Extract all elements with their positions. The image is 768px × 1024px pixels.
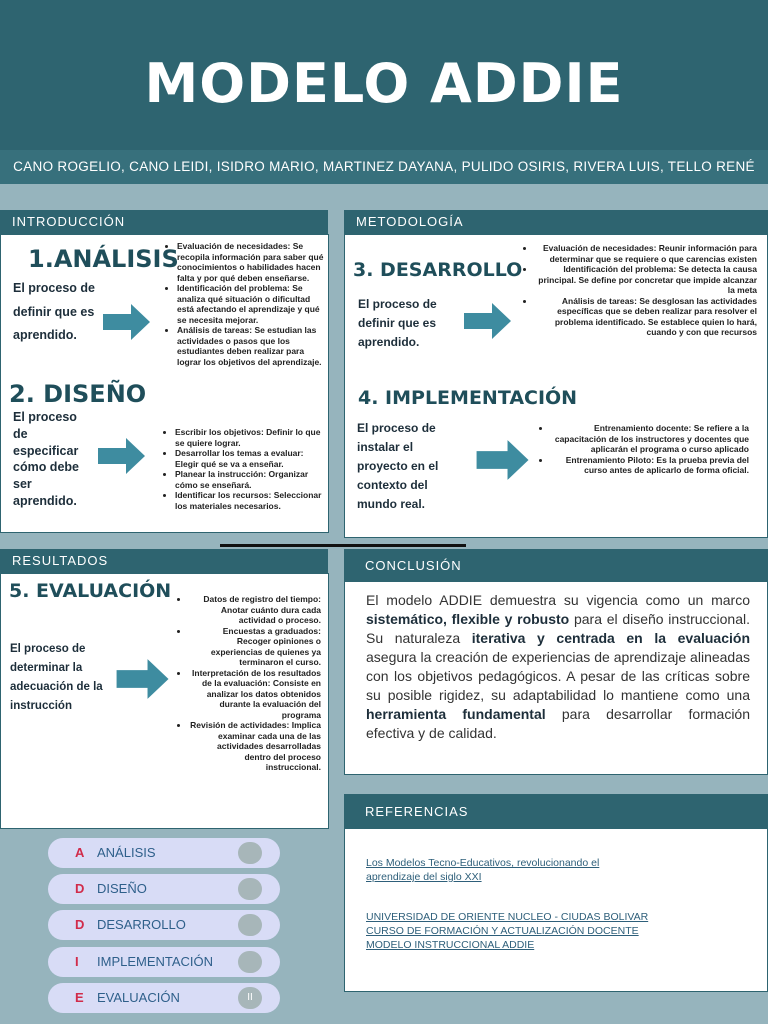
desarrollo-body: El proceso de definir que es aprendido. <box>358 297 437 349</box>
evaluacion-bullets <box>179 594 321 773</box>
list-item: • Análisis de tareas: Se estudian las actividades o pasos que los estudiantes deben realizar para lograr los objetivos del aprendizaje. <box>177 325 327 367</box>
list-item: • Interpretación de los resultados de la evaluación: Consiste en analizar los datos obtenidos durante la evaluación del programa <box>189 668 321 721</box>
evaluacion-title: 5. EVALUACIÓN <box>9 580 172 602</box>
analisis-title: 1.ANÁLISIS <box>28 245 179 273</box>
nav-circle <box>238 842 262 864</box>
diseno-body: El proceso de especificar cómo debe ser aprendido. <box>13 410 79 508</box>
implementacion-body: El proceso de instalar el proyecto en el contexto del mundo real. <box>357 421 439 511</box>
reference-line: MODELO INSTRUCCIONAL ADDIE <box>366 939 535 951</box>
reference-line: Los Modelos Tecno-Educativos, revolucionando el <box>366 857 600 869</box>
reference-link-1[interactable] <box>366 856 599 884</box>
metodologia-card <box>344 234 768 538</box>
implementacion-bullets <box>541 423 749 476</box>
reference-line: UNIVERSIDAD DE ORIENTE NUCLEO - CIUDAS BOLIVAR <box>366 911 649 923</box>
analisis-bullets <box>167 241 327 367</box>
list-item: • Evaluación de necesidades: Se recopila información para saber qué conocimientos o habilidades hacen falta y por qué deben enseñarse. <box>177 241 327 283</box>
nav-circle <box>238 951 262 973</box>
metodologia-bar: METODOLOGÍA <box>344 210 768 234</box>
diseno-bullets <box>165 427 325 511</box>
conclusion-card <box>344 549 768 775</box>
nav-letter: D <box>75 881 85 896</box>
diseno-title: 2. DISEÑO <box>9 380 147 408</box>
resultados-card <box>0 573 329 829</box>
list-item: • Entrenamiento Piloto: Es la prueba previa del curso antes de aplicarlo de forma oficial. <box>551 455 749 476</box>
nav-pill-diseno[interactable] <box>48 874 280 904</box>
implementacion-title: 4. IMPLEMENTACIÓN <box>358 387 578 409</box>
reference-line: CURSO DE FORMACIÓN Y ACTUALIZACIÓN DOCENTE <box>366 925 639 937</box>
list-item: • Encuestas a graduados: Recoger opiniones o experiencias de quienes ya terminaron el curso. <box>189 626 321 668</box>
nav-letter: I <box>75 954 79 969</box>
list-item: • Revisión de actividades: Implica examinar cada una de las actividades desarrolladas dentro del proceso instruccional. <box>189 720 321 773</box>
referencias-bar: REFERENCIAS <box>345 795 767 829</box>
list-item: • Evaluación de necesidades: Reunir información para determinar que se requiere o que carencias existen <box>535 243 757 264</box>
list-item: • Identificación del problema: Se detecta la causa principal. Se define por concretar que impide alcanzar la meta <box>535 264 757 296</box>
conclusion-bold: sistemático, flexible y robusto <box>366 611 570 627</box>
conclusion-bold: herramienta fundamental <box>366 706 546 722</box>
list-item: • Entrenamiento docente: Se refiere a la capacitación de los instructores y docentes que aplicarán el programa o curso aplicado <box>551 423 749 455</box>
list-item: • Datos de registro del tiempo: Anotar cuánto dura cada actividad o proceso. <box>189 594 321 626</box>
nav-label: IMPLEMENTACIÓN <box>97 954 214 969</box>
referencias-card <box>344 794 768 992</box>
conclusion-run: El modelo ADDIE demuestra su vigencia como un marco <box>366 592 750 608</box>
nav-pill-implementacion[interactable] <box>48 947 280 977</box>
page-title: MODELO ADDIE <box>144 52 624 115</box>
nav-letter: A <box>75 845 85 860</box>
analisis-body: El proceso de definir que es aprendido. <box>13 281 95 342</box>
list-item: • Desarrollar los temas a evaluar: Elegir qué se va a enseñar. <box>175 448 325 469</box>
nav-letter: D <box>75 917 85 932</box>
list-item: • Planear la instrucción: Organizar cómo se enseñará. <box>175 469 325 490</box>
nav-label: EVALUACIÓN <box>97 990 180 1005</box>
resultados-bar: RESULTADOS <box>0 549 328 573</box>
conclusion-run: asegura la creación de experiencias de aprendizaje alineadas con los objetivos pedagógicos. A pesar de las críticas sobre su posible rigidez, su adaptabilidad lo mantiene como una <box>366 649 750 703</box>
reference-line: aprendizaje del siglo XXI <box>366 871 482 883</box>
nav-pill-analisis[interactable] <box>48 838 280 868</box>
list-item: • Identificar los recursos: Seleccionar los materiales necesarios. <box>175 490 325 511</box>
list-item: • Escribir los objetivos: Definir lo que se quiere lograr. <box>175 427 325 448</box>
authors-line: CANO ROGELIO, CANO LEIDI, ISIDRO MARIO, MARTINEZ DAYANA, PULIDO OSIRIS, RIVERA LUIS, TELLO RENÉ <box>0 150 768 184</box>
nav-circle: II <box>238 987 262 1009</box>
nav-pill-desarrollo[interactable] <box>48 910 280 940</box>
nav-letter: E <box>75 990 84 1005</box>
reference-link-2[interactable] <box>366 910 648 952</box>
arrow-right-icon <box>101 303 151 341</box>
conclusion-bar: CONCLUSIÓN <box>345 550 767 582</box>
nav-pill-evaluacion[interactable] <box>48 983 280 1013</box>
list-item: • Análisis de tareas: Se desglosan las actividades específicas que se deben realizar para resolver el problema identificado. Se establece quien lo hará, cuando y con que recursos <box>535 296 757 338</box>
arrow-right-icon <box>96 437 146 475</box>
desarrollo-bullets <box>525 243 757 338</box>
conclusion-text <box>366 591 750 743</box>
arrow-right-icon <box>111 658 173 700</box>
intro-bar: INTRODUCCIÓN <box>0 210 328 234</box>
desarrollo-title: 3. DESARROLLO <box>353 259 523 281</box>
divider <box>220 544 466 547</box>
nav-label: DISEÑO <box>97 881 147 896</box>
evaluacion-body: El proceso de determinar la adecuación de la instrucción <box>10 643 103 712</box>
conclusion-bold: iterativa y centrada en la evaluación <box>471 630 750 646</box>
arrow-right-icon <box>457 302 517 340</box>
nav-label: ANÁLISIS <box>97 845 156 860</box>
conclusion-run: para desarrollar formación efectiva y de calidad. <box>366 706 750 741</box>
intro-card <box>0 234 329 533</box>
list-item: • Identificación del problema: Se analiza qué situación o dificultad está afectando el aprendizaje y qué se necesita mejorar. <box>177 283 327 325</box>
nav-circle <box>238 878 262 900</box>
arrow-right-icon <box>471 439 533 481</box>
nav-circle <box>238 914 262 936</box>
conclusion-run: para el diseño instruccional. Su naturaleza <box>366 611 750 646</box>
nav-label: DESARROLLO <box>97 917 186 932</box>
